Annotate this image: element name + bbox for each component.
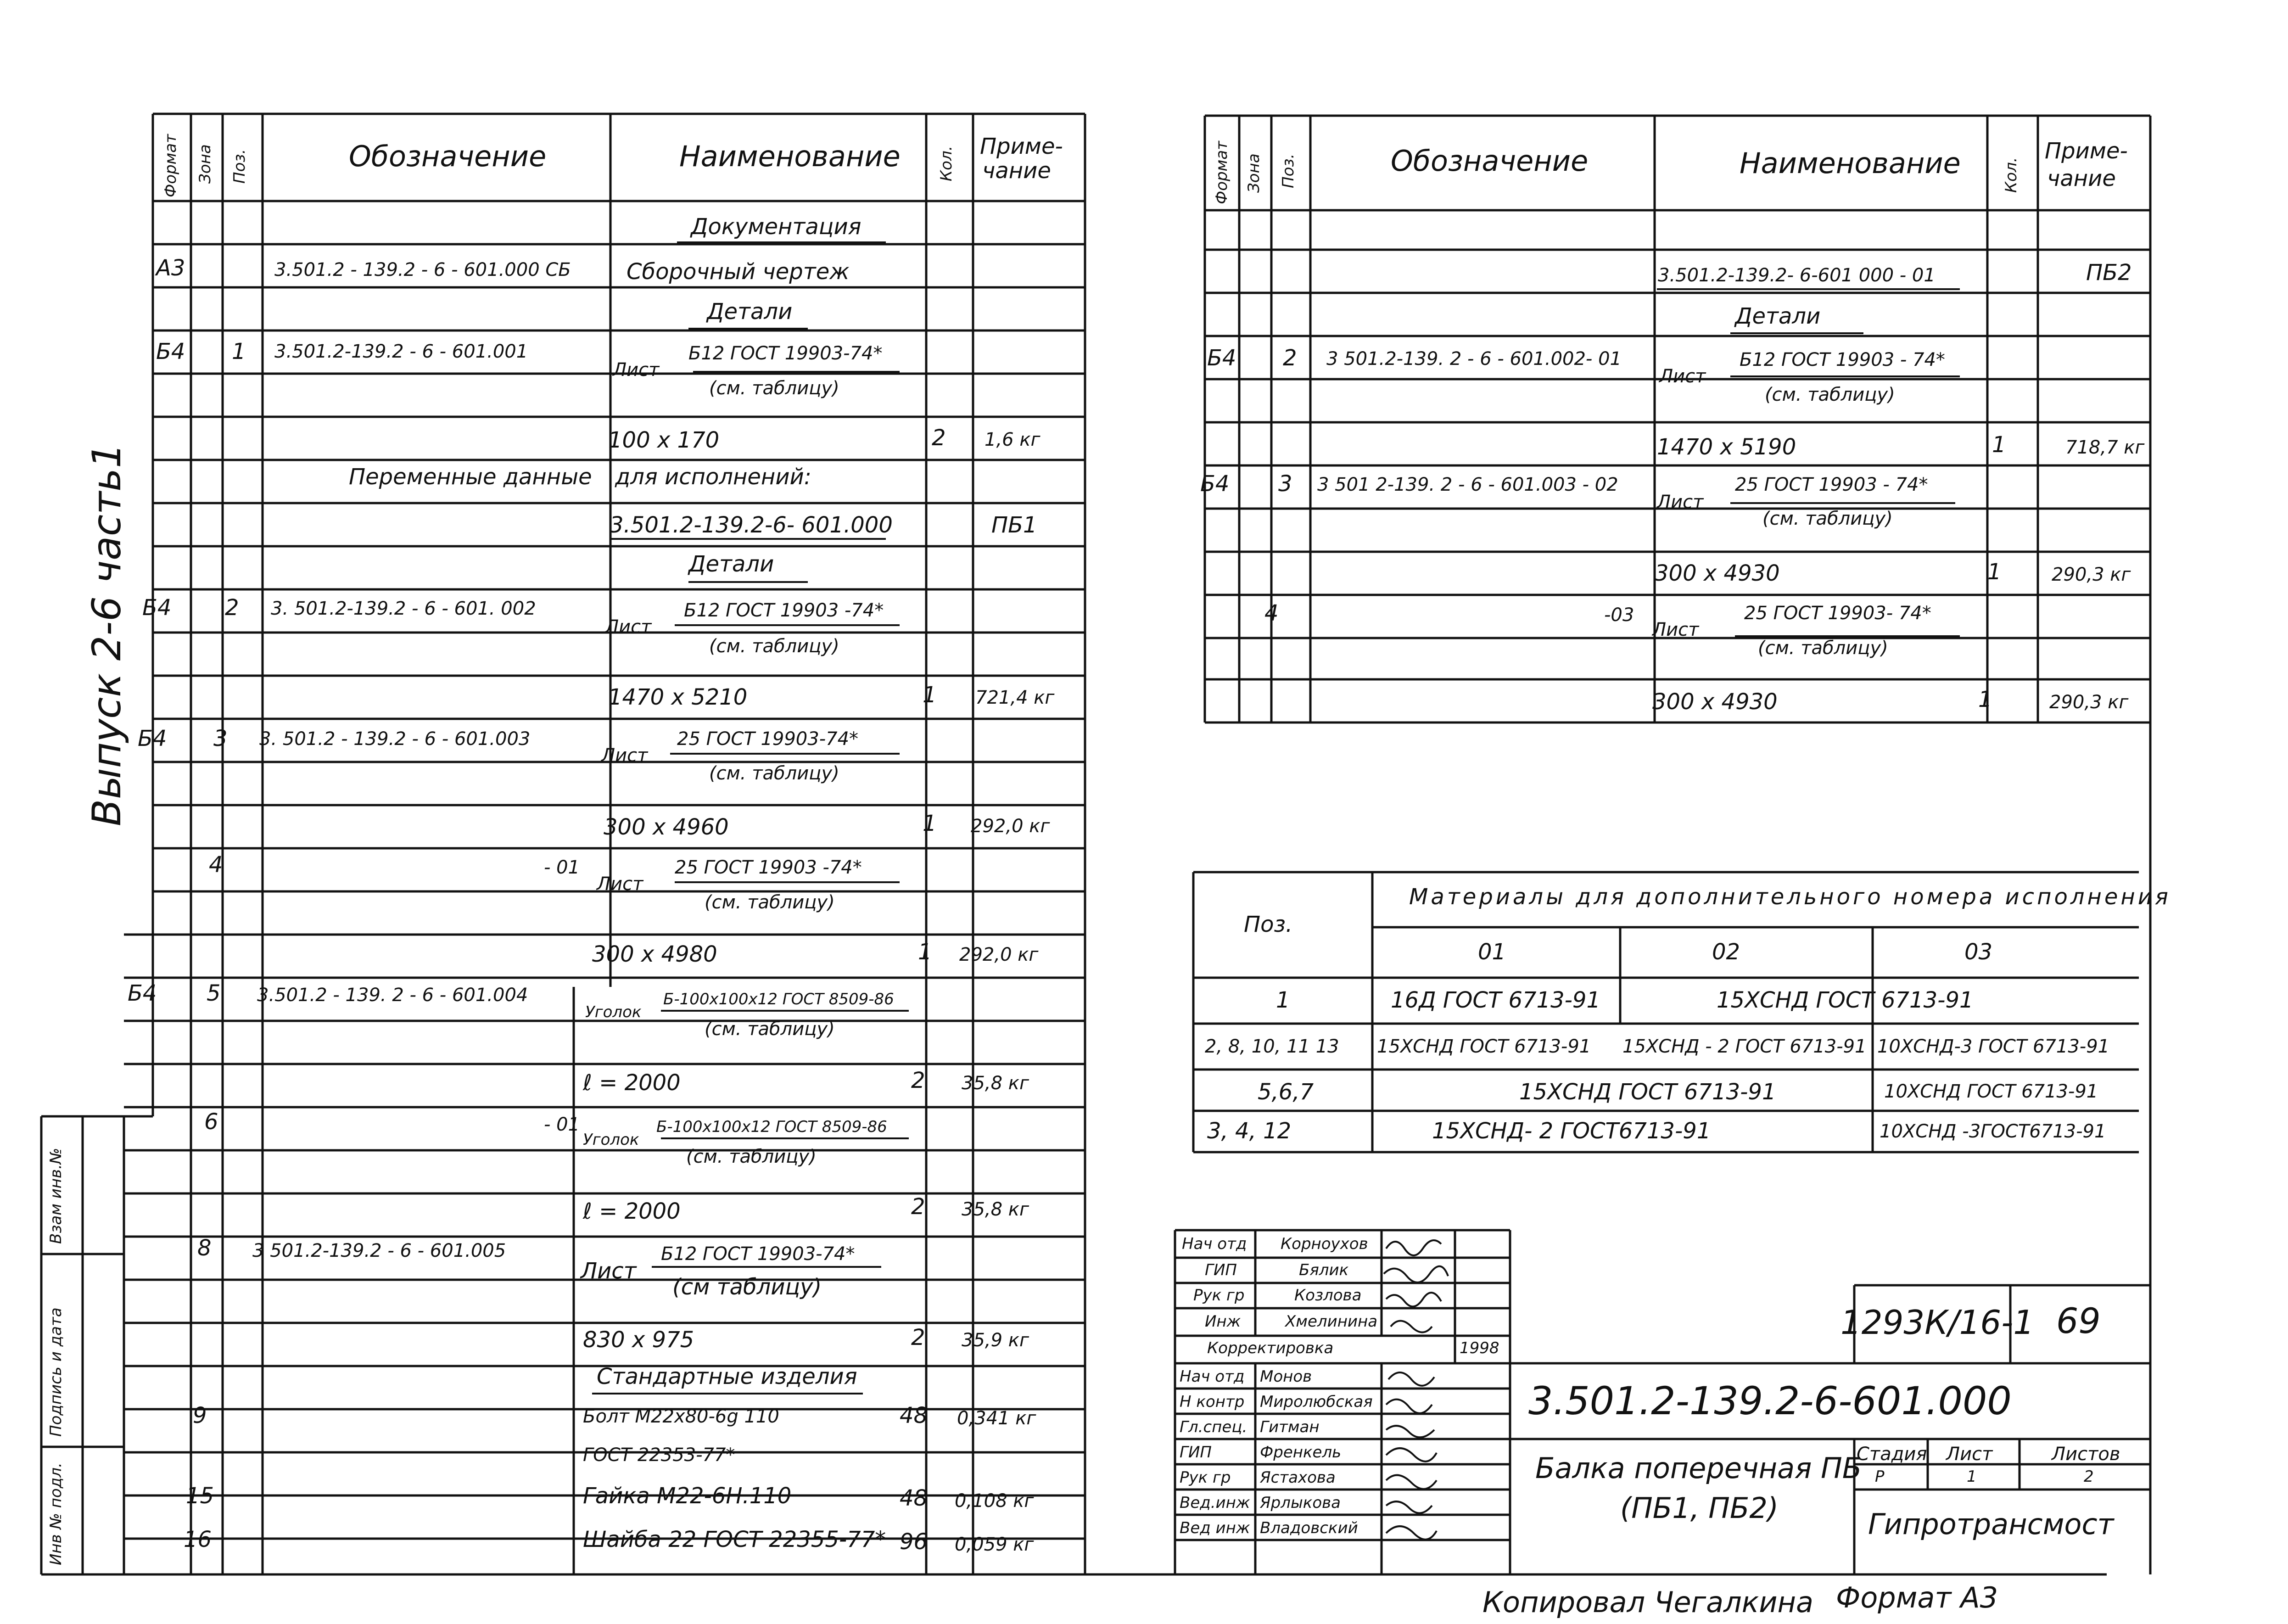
r14-name: ℓ = 2000 (583, 1198, 681, 1224)
header-note-2: чание (2047, 166, 2116, 191)
r5-note: 290,3 кг (2052, 564, 2131, 585)
r5-name-b: Б12 ГОСТ 19903 -74* (684, 600, 884, 621)
materials-col-02: 02 (1712, 939, 1740, 965)
r13-designation: - 01 (544, 1114, 580, 1135)
header-note-2: чание (982, 158, 1051, 184)
sheet-page-number: 69 (2056, 1300, 2101, 1341)
for-execution-label: для исполнений: (615, 464, 811, 490)
r7-name-a: Лист (601, 745, 648, 766)
r10-note: 292,0 кг (959, 944, 1039, 965)
r1-name: 3.501.2-139.2- 6-601 000 - 01 (1658, 265, 1936, 286)
r19-name: Гайка М22-6Н.110 (583, 1483, 792, 1509)
header-qty: Кол. (2002, 157, 2020, 193)
materials-r3-pos: 5,6,7 (1258, 1079, 1314, 1105)
r12-name: ℓ = 2000 (583, 1070, 681, 1096)
r4-name-a: Лист (1657, 492, 1704, 513)
r2-format: Б4 (156, 339, 185, 364)
r13-pos: 6 (204, 1109, 218, 1135)
stage-label: Стадия (1857, 1444, 1927, 1465)
stamp-correction: Корректировка (1207, 1339, 1334, 1357)
r13-name-b: Б-100х100х12 ГОСТ 8509-86 (656, 1118, 887, 1136)
materials-r2-03: 10ХСНД-3 ГОСТ 6713-91 (1877, 1036, 2110, 1057)
header-qty: Кол. (937, 146, 956, 181)
r17-pos: 9 (193, 1403, 207, 1428)
stamp-name-4: Хмелинина (1285, 1312, 1378, 1331)
materials-r2-pos: 2, 8, 10, 11 13 (1205, 1036, 1339, 1057)
r15-name-b: Б12 ГОСТ 19903-74* (661, 1243, 855, 1265)
r3-name: 100 х 170 (608, 427, 720, 453)
stamp2-name-4: Френкель (1260, 1443, 1342, 1462)
r4-format: Б4 (1200, 471, 1230, 497)
r7-name: 300 х 4930 (1652, 689, 1778, 715)
r4-name: 3.501.2-139.2-6- 601.000 (610, 512, 893, 538)
r19-note: 0,108 кг (955, 1490, 1034, 1512)
r15-designation: 3 501.2-139.2 - 6 - 601.005 (252, 1240, 506, 1261)
r5-qty: 1 (1987, 559, 2002, 585)
r1-name: Сборочный чертеж (627, 259, 850, 285)
r6-name: 1470 х 5210 (608, 684, 748, 710)
r11-name-a: Уголок (585, 1003, 642, 1021)
r17-name: Болт М22х80-6g 110 (583, 1406, 779, 1427)
r7-pos: 3 (213, 726, 228, 751)
r3-note: 1,6 кг (985, 429, 1041, 450)
copied-by: Копировал Чегалкина (1482, 1585, 1814, 1619)
header-zone: Зона (1245, 153, 1263, 193)
stamp2-role-7: Вед инж (1180, 1519, 1250, 1537)
materials-r4-0102: 15ХСНД- 2 ГОСТ6713-91 (1432, 1118, 1711, 1144)
r6-name-b: 25 ГОСТ 19903- 74* (1744, 603, 1931, 624)
r8-note: 292,0 кг (971, 816, 1050, 837)
r7-note: 290,3 кг (2049, 692, 2129, 713)
header-pos: Поз. (230, 149, 249, 184)
r20-pos: 16 (184, 1527, 212, 1552)
sheet-label: Лист (1946, 1444, 1993, 1465)
title-line-2: (ПБ1, ПБ2) (1620, 1491, 1779, 1525)
materials-col-01: 01 (1478, 939, 1506, 965)
stamp2-name-5: Ястахова (1260, 1468, 1336, 1487)
materials-r3-03: 10ХСНД ГОСТ 6713-91 (1884, 1081, 2098, 1102)
title-line-1: Балка поперечная ПБ (1535, 1451, 1862, 1485)
r15-name-c: (см таблицу) (672, 1274, 822, 1300)
materials-title: Материалы для дополнительного номера исполнения (1409, 884, 2171, 910)
stamp-name-3: Козлова (1294, 1286, 1362, 1305)
r5-pos: 2 (225, 595, 239, 621)
r7-format: Б4 (138, 726, 167, 751)
sheets-label: Листов (2052, 1444, 2120, 1465)
r2-name-a: Лист (613, 359, 660, 381)
r12-note: 35,8 кг (962, 1073, 1029, 1094)
r4-designation: 3 501 2-139. 2 - 6 - 601.003 - 02 (1317, 474, 1618, 495)
stamp2-name-3: Гитман (1260, 1418, 1320, 1436)
side-label: Выпуск 2-6 часть1 (84, 443, 130, 826)
r16-note: 35,9 кг (962, 1330, 1029, 1351)
stamp2-role-6: Вед.инж (1180, 1494, 1250, 1512)
r6-name-c: (см. таблицу) (1758, 638, 1888, 659)
r9-name-a: Лист (597, 874, 643, 895)
r2-designation: 3 501.2-139. 2 - 6 - 601.002- 01 (1326, 348, 1622, 370)
r4-note: ПБ1 (991, 512, 1037, 538)
r1-note: ПБ2 (2086, 260, 2132, 286)
r3-qty: 2 (932, 425, 946, 451)
r20-name: Шайба 22 ГОСТ 22355-77* (583, 1527, 886, 1552)
side-stamp-inv-orig: Инв № подл. (47, 1462, 65, 1565)
r3-note: 718,7 кг (2065, 437, 2145, 458)
r2-designation: 3.501.2-139.2 - 6 - 601.001 (274, 341, 528, 362)
stamp-role-1: Нач отд (1182, 1235, 1247, 1253)
section-details-1: Детали (707, 299, 793, 325)
stamp-role-3: Рук гр (1193, 1286, 1245, 1305)
r17-qty: 48 (900, 1403, 928, 1428)
r4-name-c: (см. таблицу) (1762, 508, 1893, 529)
stamp2-role-5: Рук гр (1180, 1468, 1231, 1487)
stamp2-role-3: Гл.спец. (1180, 1418, 1247, 1436)
r11-pos: 5 (207, 980, 221, 1006)
r9-pos: 4 (209, 852, 223, 878)
r6-pos: 4 (1264, 600, 1279, 626)
section-standard-items: Стандартные изделия (597, 1364, 857, 1389)
r5-name-c: (см. таблицу) (709, 636, 839, 657)
r1-designation: 3.501.2 - 139.2 - 6 - 601.000 СБ (274, 259, 571, 280)
sheet-value: 1 (1967, 1467, 1977, 1486)
r18-name: ГОСТ 22353-77* (583, 1445, 735, 1466)
stamp2-name-2: Миролюбская (1260, 1393, 1373, 1411)
stamp2-role-4: ГИП (1180, 1443, 1212, 1462)
r14-qty: 2 (911, 1194, 925, 1220)
r2-pos: 2 (1283, 345, 1297, 371)
r8-name: 300 х 4960 (604, 814, 729, 840)
stamp-role-4: Инж (1205, 1312, 1241, 1331)
r13-name-a: Уголок (583, 1131, 639, 1149)
r5-format: Б4 (142, 595, 172, 621)
r2-name-a: Лист (1659, 366, 1706, 387)
stamp-year: 1998 (1460, 1339, 1499, 1357)
stage-value: Р (1875, 1467, 1885, 1486)
r11-name-c: (см. таблицу) (705, 1019, 835, 1040)
r17-note: 0,341 кг (957, 1408, 1036, 1429)
r6-designation: -03 (1604, 605, 1634, 626)
r20-qty: 96 (900, 1529, 928, 1555)
materials-r1-01: 16Д ГОСТ 6713-91 (1391, 987, 1601, 1013)
r16-name: 830 х 975 (583, 1327, 694, 1353)
header-format: Формат (1213, 141, 1231, 204)
r5-name: 300 х 4930 (1655, 560, 1780, 586)
materials-pos-header: Поз. (1244, 912, 1293, 937)
r9-name-c: (см. таблицу) (705, 892, 835, 913)
header-zone: Зона (196, 144, 214, 184)
header-pos: Поз. (1279, 153, 1298, 188)
r7-qty: 1 (1978, 687, 1992, 712)
r5-designation: 3. 501.2-139.2 - 6 - 601. 002 (271, 598, 536, 619)
r6-qty: 1 (923, 682, 937, 708)
stamp2-name-7: Владовский (1260, 1519, 1358, 1537)
r3-qty: 1 (1992, 432, 2006, 458)
r6-name-a: Лист (1652, 619, 1699, 640)
materials-r1-pos: 1 (1276, 987, 1290, 1013)
header-designation: Обозначение (1391, 144, 1589, 178)
side-stamp-sign-date: Подпись и дата (47, 1307, 65, 1437)
materials-r2-01: 15ХСНД ГОСТ 6713-91 (1377, 1036, 1591, 1057)
r16-qty: 2 (911, 1325, 925, 1350)
r2-name-c: (см. таблицу) (709, 378, 839, 399)
section-documentation: Документация (691, 214, 861, 240)
r7-name-c: (см. таблицу) (709, 763, 839, 784)
r5-name-a: Лист (605, 616, 652, 638)
sheets-value: 2 (2084, 1467, 2094, 1486)
r2-pos: 1 (232, 339, 246, 364)
doc-number: 3.501.2-139.2-6-601.000 (1528, 1378, 2012, 1423)
r4-name-b: 25 ГОСТ 19903 - 74* (1735, 474, 1928, 495)
r2-name-c: (см. таблицу) (1765, 384, 1895, 405)
r12-qty: 2 (911, 1068, 925, 1093)
r15-name-a: Лист (581, 1258, 637, 1284)
materials-r4-pos: 3, 4, 12 (1207, 1118, 1292, 1144)
r2-name-b: Б12 ГОСТ 19903-74* (688, 343, 883, 364)
r3-name: 1470 х 5190 (1657, 434, 1796, 460)
r7-designation: 3. 501.2 - 139.2 - 6 - 601.003 (259, 728, 531, 750)
r9-designation: - 01 (544, 857, 580, 878)
r9-name-b: 25 ГОСТ 19903 -74* (675, 857, 862, 878)
r13-name-c: (см. таблицу) (686, 1146, 817, 1167)
r10-name: 300 х 4980 (592, 941, 717, 967)
header-name: Наименование (1740, 146, 1961, 180)
materials-r4-03: 10ХСНД -3ГОСТ6713-91 (1880, 1121, 2106, 1142)
r11-name-b: Б-100х100х12 ГОСТ 8509-86 (663, 990, 894, 1008)
r19-pos: 15 (186, 1483, 214, 1509)
r4-pos: 3 (1278, 471, 1292, 497)
r11-designation: 3.501.2 - 139. 2 - 6 - 601.004 (257, 985, 528, 1006)
stamp-name-2: Бялик (1299, 1261, 1349, 1279)
r7-name-b: 25 ГОСТ 19903-74* (677, 728, 859, 750)
r19-qty: 48 (900, 1485, 928, 1511)
format-label: Формат А3 (1836, 1581, 1998, 1614)
r15-pos: 8 (197, 1235, 212, 1261)
archive-number: 1293К/16-1 (1840, 1303, 2035, 1342)
r2-format: Б4 (1207, 345, 1236, 371)
stamp2-role-2: Н контр (1180, 1393, 1245, 1411)
stamp2-role-1: Нач отд (1180, 1367, 1245, 1386)
r1-format: А3 (156, 255, 185, 281)
variable-data-label: Переменные данные (349, 464, 592, 490)
header-designation: Обозначение (349, 140, 547, 173)
r10-qty: 1 (918, 939, 932, 965)
stamp-role-2: ГИП (1205, 1261, 1237, 1279)
section-details-2: Детали (688, 551, 774, 577)
header-format: Формат (162, 134, 180, 197)
r20-note: 0,059 кг (955, 1534, 1034, 1555)
r14-note: 35,8 кг (962, 1199, 1029, 1220)
header-note-1: Приме- (980, 134, 1063, 159)
r6-note: 721,4 кг (975, 687, 1055, 708)
r8-qty: 1 (923, 811, 937, 836)
header-note-1: Приме- (2045, 138, 2128, 164)
r2-name-b: Б12 ГОСТ 19903 - 74* (1740, 349, 1945, 370)
organization: Гипротрансмост (1868, 1507, 2114, 1541)
materials-col-03: 03 (1964, 939, 1993, 965)
stamp2-name-6: Ярлыкова (1260, 1494, 1341, 1512)
materials-r2-02: 15ХСНД - 2 ГОСТ 6713-91 (1622, 1036, 1867, 1057)
materials-r3-0102: 15ХСНД ГОСТ 6713-91 (1519, 1079, 1776, 1105)
stamp2-name-1: Монов (1260, 1367, 1312, 1386)
section-details: Детали (1735, 303, 1821, 329)
r11-format: Б4 (128, 980, 157, 1006)
materials-r1-0203: 15ХСНД ГОСТ 6713-91 (1717, 987, 1974, 1013)
header-name: Наименование (679, 140, 901, 173)
side-stamp-replace-inv: Взам инв.№ (47, 1148, 65, 1244)
stamp-name-1: Корноухов (1281, 1235, 1368, 1253)
